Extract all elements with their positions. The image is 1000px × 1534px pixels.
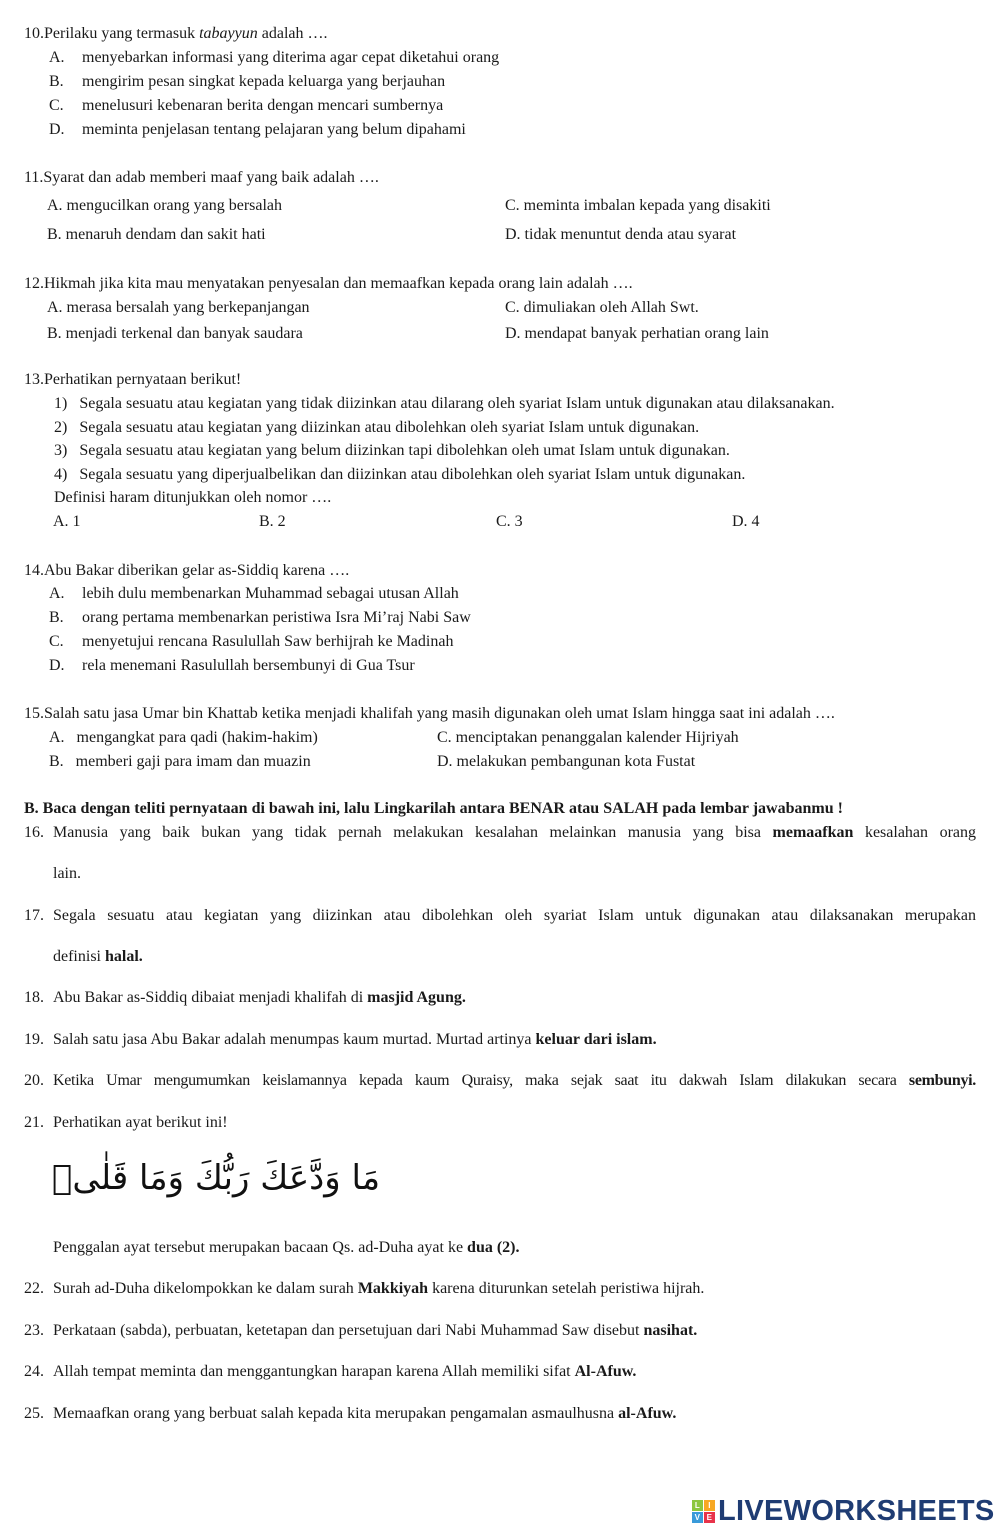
text: definisi <box>53 948 105 965</box>
option-b[interactable]: B. memberi gaji para imam dan muazin <box>49 753 311 770</box>
question-19-text <box>53 1030 657 1050</box>
option-c[interactable] <box>49 632 454 652</box>
option-text: mengirim pesan singkat kepada keluarga yang berjauhan <box>82 73 446 90</box>
question-11-stem: 11.Syarat dan adab memberi maaf yang baik adalah …. <box>24 169 379 186</box>
bold-text: halal. <box>105 948 143 965</box>
option-b[interactable] <box>49 608 471 628</box>
option-text: rela menemani Rasulullah bersembunyi di Gua Tsur <box>82 657 415 674</box>
option-d[interactable]: D. melakukan pembangunan kota Fustat <box>437 753 696 770</box>
question-22-number: 22. <box>24 1280 44 1297</box>
option-b[interactable]: B. menaruh dendam dan sakit hati <box>47 226 266 243</box>
text: Salah satu jasa Abu Bakar adalah menumpas kaum murtad. Murtad artinya <box>53 1031 536 1048</box>
option-letter: D. <box>49 121 65 138</box>
option-letter: A. <box>49 585 65 602</box>
question-16-continuation: lain. <box>53 865 81 882</box>
text: Perkataan (sabda), perbuatan, ketetapan dan persetujuan dari Nabi Muhammad Saw disebut <box>53 1322 644 1339</box>
question-24-number: 24. <box>24 1363 44 1380</box>
statement-2: 2) Segala sesuatu atau kegiatan yang diizinkan atau dibolehkan oleh syariat Islam untuk digunakan. <box>54 419 700 436</box>
stem-text: adalah …. <box>257 25 328 42</box>
logo-tile: L <box>692 1500 703 1511</box>
option-a[interactable]: A. mengangkat para qadi (hakim-hakim) <box>49 729 318 746</box>
question-21-number: 21. <box>24 1114 44 1131</box>
option-a[interactable] <box>49 48 500 68</box>
question-25-number: 25. <box>24 1405 44 1422</box>
option-d[interactable]: D. mendapat banyak perhatian orang lain <box>505 325 769 342</box>
option-letter: A. <box>49 49 65 66</box>
statement-3: 3) Segala sesuatu atau kegiatan yang belum diizinkan tapi dibolehkan oleh umat Islam untuk digunakan. <box>54 442 730 459</box>
bold-text: dua (2). <box>467 1239 520 1256</box>
logo-tiles-icon <box>692 1500 715 1523</box>
bold-text: memaafkan <box>772 824 854 841</box>
option-text: meminta penjelasan tentang pelajaran yang belum dipahami <box>82 121 466 138</box>
question-16-number: 16. <box>24 824 44 841</box>
text: Memaafkan orang yang berbuat salah kepada kita merupakan pengamalan asmaulhusna <box>53 1405 619 1422</box>
question-number: 10. <box>24 25 44 42</box>
option-c[interactable]: C. meminta imbalan kepada yang disakiti <box>505 197 771 214</box>
statement-4: 4) Segala sesuatu yang diperjualbelikan dan diizinkan atau dibolehkan oleh syariat Islam untuk digunakan. <box>54 466 746 483</box>
question-17-number: 17. <box>24 907 44 924</box>
stem-text: Perilaku yang termasuk <box>44 25 200 42</box>
question-22-text <box>53 1279 704 1299</box>
question-24-text <box>53 1362 636 1382</box>
option-a[interactable]: A. mengucilkan orang yang bersalah <box>47 197 283 214</box>
question-20-text <box>53 1071 976 1091</box>
option-c[interactable] <box>49 96 444 116</box>
option-a[interactable] <box>49 584 459 604</box>
question-12-stem: 12.Hikmah jika kita mau menyatakan penyesalan dan memaafkan kepada orang lain adalah …. <box>24 275 633 292</box>
question-20-number: 20. <box>24 1072 44 1089</box>
option-text: orang pertama membenarkan peristiwa Isra Mi’raj Nabi Saw <box>82 609 471 626</box>
quran-verse: مَا وَدَّعَكَ رَبُّكَ وَمَا قَلٰىۗ <box>52 1158 381 1198</box>
bold-text: nasihat. <box>643 1322 698 1339</box>
option-d[interactable] <box>49 656 415 676</box>
question-18-number: 18. <box>24 989 44 1006</box>
text: Surah ad-Duha dikelompokkan ke dalam surah <box>53 1280 358 1297</box>
option-b[interactable]: B. menjadi terkenal dan banyak saudara <box>47 325 303 342</box>
question-17-continuation <box>53 947 143 967</box>
bold-text: Makkiyah <box>357 1280 429 1297</box>
option-text: menelusuri kebenaran berita dengan mencari sumbernya <box>82 97 444 114</box>
option-b[interactable]: B. 2 <box>259 513 286 530</box>
option-a[interactable]: A. 1 <box>53 513 81 530</box>
question-21-statement <box>53 1238 520 1258</box>
text: karena diturunkan setelah peristiwa hijrah. <box>428 1280 705 1297</box>
option-text: lebih dulu membenarkan Muhammad sebagai utusan Allah <box>82 585 459 602</box>
liveworksheets-logo <box>692 1495 995 1528</box>
text: Ketika Umar mengumumkan keislamannya kepada kaum Quraisy, maka sejak saat itu dakwah Islam dilakukan secara <box>53 1072 909 1089</box>
bold-text: masjid Agung. <box>367 989 466 1006</box>
question-19-number: 19. <box>24 1031 44 1048</box>
bold-text: al-Afuw. <box>618 1405 677 1422</box>
option-text: menyetujui rencana Rasulullah Saw berhijrah ke Madinah <box>82 633 454 650</box>
option-b[interactable] <box>49 72 446 92</box>
section-b-heading: B. Baca dengan teliti pernyataan di bawah ini, lalu Lingkarilah antara BENAR atau SALAH pada lembar jawabanmu ! <box>24 800 843 817</box>
text: Manusia yang baik bukan yang tidak pernah melakukan kesalahan melainkan manusia yang bisa <box>53 824 773 841</box>
text: Allah tempat meminta dan menggantungkan harapan karena Allah memiliki sifat <box>53 1363 575 1380</box>
statement-1: 1) Segala sesuatu atau kegiatan yang tidak diizinkan atau dilarang oleh syariat Islam untuk digunakan atau dilaksanakan. <box>54 395 835 412</box>
question-21-text: Perhatikan ayat berikut ini! <box>53 1114 228 1131</box>
question-13-prompt: Definisi haram ditunjukkan oleh nomor …. <box>54 489 332 506</box>
text: kesalahan orang <box>853 824 976 841</box>
text: Penggalan ayat tersebut merupakan bacaan Qs. ad-Duha ayat ke <box>53 1239 468 1256</box>
bold-text: Al-Afuw. <box>574 1363 637 1380</box>
question-13-stem: 13.Perhatikan pernyataan berikut! <box>24 371 242 388</box>
text: Abu Bakar as-Siddiq dibaiat menjadi khalifah di <box>53 989 368 1006</box>
question-14-stem: 14.Abu Bakar diberikan gelar as-Siddiq karena …. <box>24 562 350 579</box>
option-letter: C. <box>49 633 64 650</box>
question-15-stem: 15.Salah satu jasa Umar bin Khattab ketika menjadi khalifah yang masih digunakan oleh umat Islam hingga saat ini adalah …. <box>24 705 835 722</box>
bold-text: sembunyi. <box>908 1072 976 1089</box>
logo-text: LIVEWORKSHEETS <box>718 1495 995 1527</box>
stem-italic: tabayyun <box>199 25 258 42</box>
logo-tile: E <box>704 1512 715 1523</box>
option-letter: D. <box>49 657 65 674</box>
option-d[interactable]: D. 4 <box>732 513 760 530</box>
question-10-stem <box>24 24 327 44</box>
option-d[interactable] <box>49 120 466 140</box>
option-c[interactable]: C. dimuliakan oleh Allah Swt. <box>505 299 699 316</box>
option-letter: C. <box>49 97 64 114</box>
question-18-text <box>53 988 466 1008</box>
option-letter: B. <box>49 73 64 90</box>
question-25-text <box>53 1404 676 1424</box>
option-d[interactable]: D. tidak menuntut denda atau syarat <box>505 226 737 243</box>
logo-tile: I <box>704 1500 715 1511</box>
option-c[interactable]: C. menciptakan penanggalan kalender Hijriyah <box>437 729 739 746</box>
option-a[interactable]: A. merasa bersalah yang berkepanjangan <box>47 299 310 316</box>
logo-tile: V <box>692 1512 703 1523</box>
question-23-text <box>53 1321 697 1341</box>
option-c[interactable]: C. 3 <box>496 513 523 530</box>
option-letter: B. <box>49 609 64 626</box>
question-23-number: 23. <box>24 1322 44 1339</box>
option-text: menyebarkan informasi yang diterima agar cepat diketahui orang <box>82 49 500 66</box>
question-17-text: Segala sesuatu atau kegiatan yang diizinkan atau dibolehkan oleh syariat Islam untuk digunakan atau dilaksanakan merupakan <box>53 907 976 924</box>
bold-text: keluar dari islam. <box>535 1031 657 1048</box>
question-16-text <box>53 823 976 843</box>
